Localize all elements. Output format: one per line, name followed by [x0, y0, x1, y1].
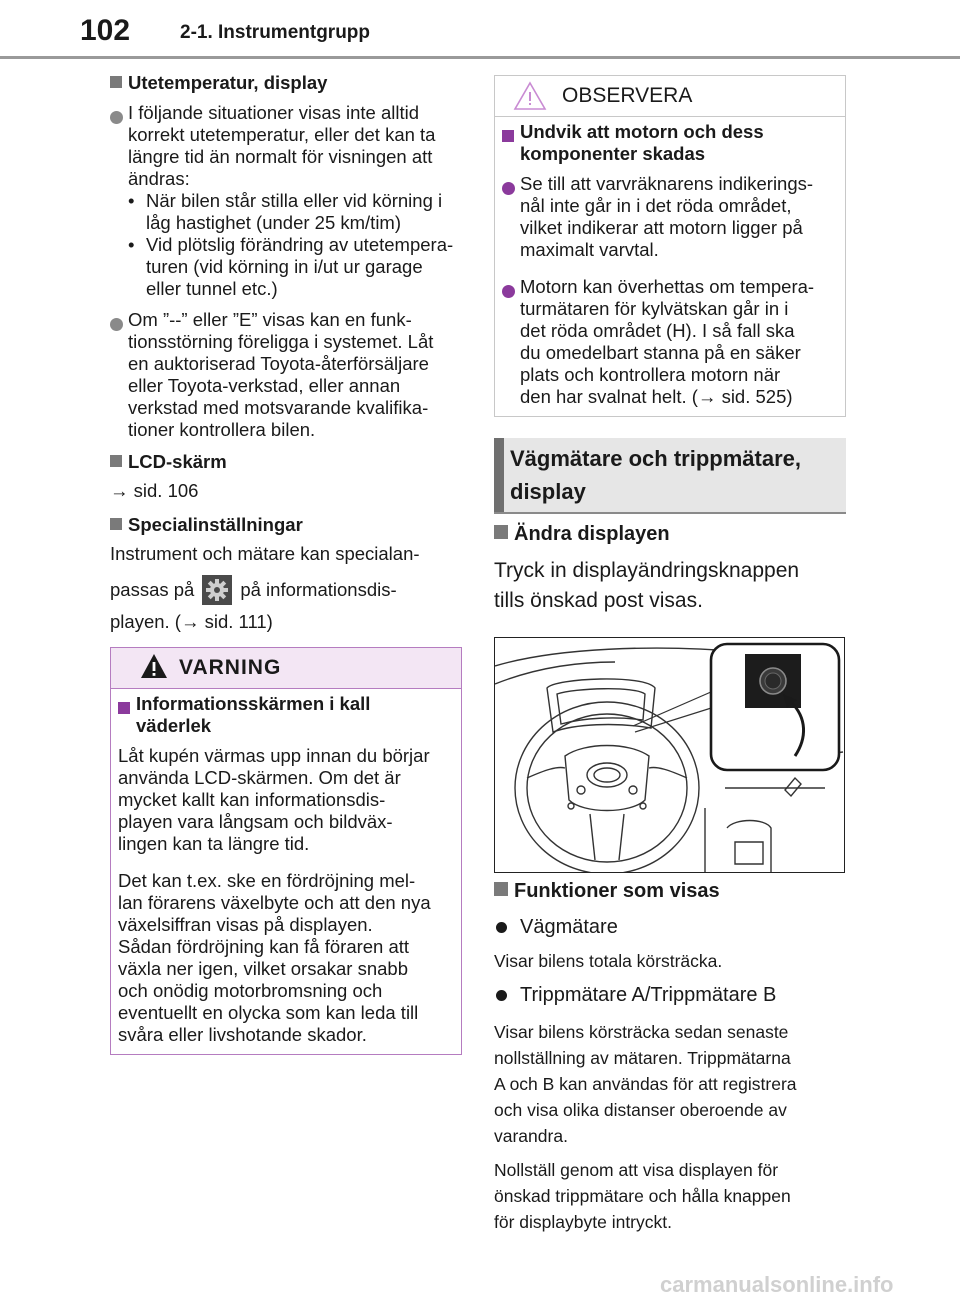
round-bullet-icon: [502, 285, 515, 298]
heading-lcd: LCD-skärm: [110, 451, 460, 473]
notice-title: OBSERVERA: [562, 84, 693, 107]
item-trip-meter: Trippmätare A/Trippmätare B: [494, 984, 846, 1007]
round-bullet-icon: [110, 111, 123, 124]
custom-settings-text-3[interactable]: playen. (→ sid. 111): [110, 611, 273, 632]
section-band-accent: [494, 438, 504, 512]
change-display-text: Tryck in displayändringsknappen tills önskad post visas.: [494, 559, 800, 612]
page-number: 102: [80, 14, 131, 47]
round-bullet-icon: [502, 182, 515, 195]
square-bullet-icon: [502, 130, 514, 142]
change-display-block: [494, 523, 846, 616]
sub-bullet-sudden: • Vid plötslig förändring av utetempera- turen (vid körning in i/ut ur garage eller tunnel etc.): [128, 234, 454, 299]
dashboard-illustration: [494, 637, 845, 873]
arrow-right-icon: →: [110, 480, 134, 501]
square-bullet-icon: [494, 882, 508, 896]
trip-meter-description: Visar bilens körsträcka sedan senaste nollställning av mätaren. Trippmätarna A och B kan användas för att registrera och visa olika distanser oberoende av varandra.: [494, 1022, 797, 1146]
lcd-reference[interactable]: → sid. 106: [110, 480, 199, 501]
settings-gear-icon: [202, 575, 232, 605]
item-odometer: Vägmätare: [494, 916, 846, 939]
notice-subheading: Undvik att motorn och dess komponenter skadas: [502, 121, 840, 165]
steering-wheel-illustration: [495, 638, 844, 872]
bullet-temp-2: Om ”--” eller ”E” visas kan en funk- tionsstörning föreligga i systemet. Låt en auktoriserad Toyota-återförsäljare eller Toyota-verkstad, eller annan verkstad med motsvarande kvalifika- tioner kontrollera bilen.: [110, 309, 460, 441]
watermark: carmanualsonline.info: [660, 1272, 894, 1297]
warning-title: VARNING: [179, 656, 282, 679]
arrow-right-icon: →: [697, 386, 722, 407]
heading-outside-temp: Utetemperatur, display: [110, 72, 460, 94]
notice-bullet-2: Motorn kan överhettas om tempera- turmätaren för kylvätskan går in i det röda området (H). I så fall ska du omedelbart stanna på en säker plats och kontrollera motorn när den har svalnat helt. (→ sid. 525): [502, 276, 840, 408]
square-bullet-icon: [110, 455, 122, 467]
functions-block: [494, 880, 846, 1235]
notice-header: [495, 76, 845, 117]
odometer-description: Visar bilens totala körsträcka.: [494, 951, 723, 971]
reset-description: Nollställ genom att visa displayen för önskad trippmätare och hålla knappen för displaybyte intryckt.: [494, 1160, 791, 1232]
warning-content: [118, 693, 456, 1046]
warning-header: [111, 648, 461, 689]
round-bullet-icon: [496, 922, 507, 933]
warning-paragraph-1: Låt kupén värmas upp innan du börjar använda LCD-skärmen. Om det är mycket kallt kan informationsdis- playen vara långsam och bildväx- lingen kan ta längre tid.: [118, 745, 430, 854]
heading-change-display: Ändra displayen: [494, 523, 846, 546]
heading-functions: Funktioner som visas: [494, 880, 846, 903]
warning-subheading: Informationsskärmen i kall väderlek: [118, 693, 456, 737]
caution-triangle-icon: [513, 81, 547, 116]
round-bullet-icon: [496, 990, 507, 1001]
header-divider: [0, 56, 960, 59]
notice-content: [502, 121, 840, 408]
round-bullet-icon: [110, 318, 123, 331]
arrow-right-icon: →: [180, 611, 205, 632]
square-bullet-icon: [110, 518, 122, 530]
square-bullet-icon: [110, 76, 122, 88]
chapter-title: 2-1. Instrumentgrupp: [180, 22, 371, 43]
square-bullet-icon: [118, 702, 130, 714]
bullet-temp-1: I följande situationer visas inte alltid korrekt utetemperatur, eller det kan ta längre tid än normalt för visningen att ändras: • När bilen står stilla eller vid körning i låg hastighet (under 25 km/tim) • Vid plötslig förändring av utetempera- turen (vid körning in i/ut ur garage eller tunnel etc.): [110, 102, 460, 300]
left-column: [110, 72, 460, 633]
section-title: Vägmätare och trippmätare, display: [510, 446, 801, 504]
notice-bullet-1: Se till att varvräknarens indikerings- nål inte går in i det röda området, vilket indikerar att motorn ligger på maximalt varvtal.: [502, 173, 840, 261]
warning-triangle-icon: [139, 652, 169, 685]
custom-settings-text-2: passas på på informationsdis-: [110, 575, 460, 605]
custom-settings-text-1: Instrument och mätare kan specialan-: [110, 543, 420, 564]
heading-custom-settings: Specialinställningar: [110, 514, 460, 536]
square-bullet-icon: [494, 525, 508, 539]
sub-bullet-slow: • När bilen står stilla eller vid körning i låg hastighet (under 25 km/tim): [128, 190, 443, 233]
notice-reference[interactable]: den har svalnat helt. (→ sid. 525): [520, 386, 793, 407]
warning-paragraph-2: Det kan t.ex. ske en fördröjning mel- lan förarens växelbyte och att den nya växelsiffran visas på displayen. Sådan fördröjning kan få föraren att växla ner igen, vilket orsakar snabb och onödig motorbromsning och eventuellt en olycka som kan leda till svåra eller livshotande skador.: [118, 870, 431, 1045]
